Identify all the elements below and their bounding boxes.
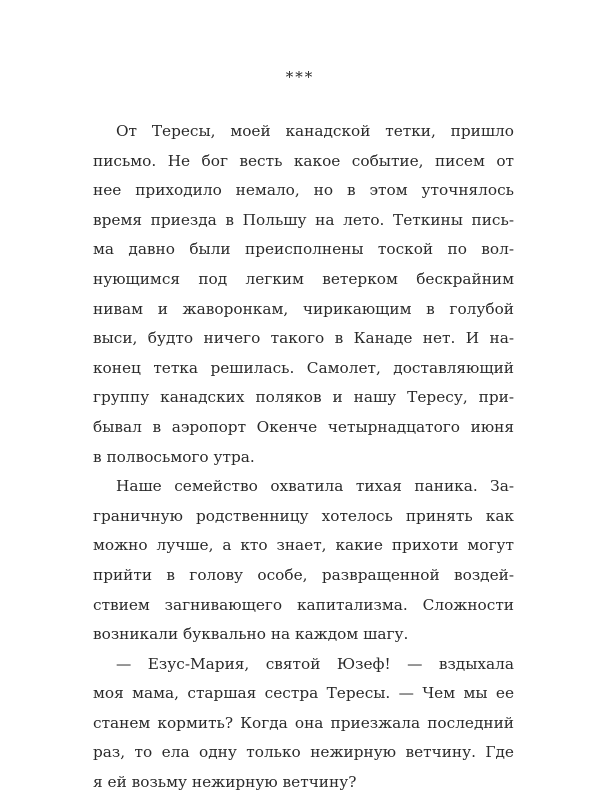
text-line: бывал в аэропорт Окенче четырнадцатого июня: [93, 417, 514, 436]
text-line: письмо. Не бог весть какое событие, писем от: [93, 151, 514, 170]
paragraph-2: [93, 472, 514, 650]
text-line: можно лучше, а кто знает, какие прихоти могут: [93, 536, 514, 555]
text-line: время приезда в Польшу на лето. Теткины пись-: [93, 210, 514, 229]
text-line: От Тересы, моей канадской тетки, пришло: [116, 122, 514, 140]
text-line: прийти в голову особе, развращенной воздей-: [93, 565, 514, 584]
text-line: граничную родственницу хотелось принять как: [93, 506, 514, 525]
text-line: моя мама, старшая сестра Тересы. — Чем мы ее: [93, 684, 514, 703]
text-line: ствием загнивающего капитализма. Сложности: [93, 595, 514, 614]
text-line: группу канадских поляков и нашу Тересу, при-: [93, 388, 514, 407]
text-line: выси, будто ничего такого в Канаде нет. И на-: [93, 329, 514, 348]
text-line: нее приходило немало, но в этом уточнялось: [93, 181, 514, 200]
text-line: нивам и жаворонкам, чирикающим в голубой: [93, 299, 514, 318]
text-line: раз, то ела одну только нежирную ветчину. Где: [93, 743, 514, 762]
text-line: я ей возьму нежирную ветчину?: [93, 773, 357, 792]
text-line: ма давно были преисполнены тоской по вол-: [93, 240, 514, 259]
paragraph-3: [93, 650, 514, 798]
text-line: нующимся под легким ветерком бескрайним: [93, 269, 514, 288]
text-line: возникали буквально на каждом шагу.: [93, 625, 409, 644]
paragraph-1: [93, 117, 514, 472]
section-separator: ***: [285, 68, 315, 86]
text-body: [93, 117, 514, 798]
text-line: в полвосьмого утра.: [93, 447, 255, 466]
text-line: Наше семейство охватила тихая паника. За-: [116, 477, 514, 496]
text-line: конец тетка решилась. Самолет, доставляющий: [93, 358, 514, 377]
text-line: — Езус-Мария, святой Юзеф! — вздыхала: [116, 654, 514, 673]
text-line: станем кормить? Когда она приезжала последний: [93, 713, 514, 732]
